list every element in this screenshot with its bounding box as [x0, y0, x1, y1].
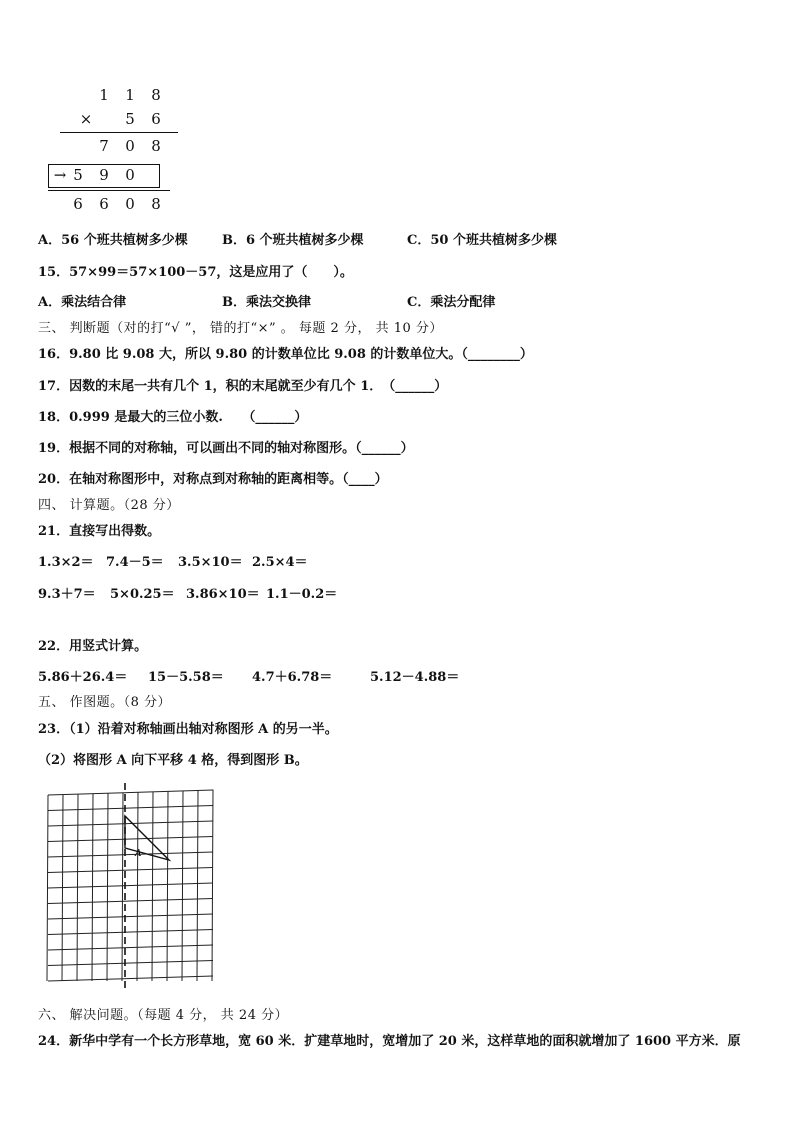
grid-lines [47, 790, 213, 982]
digit: 6 [151, 110, 161, 128]
q15-option-a[interactable]: A．乘法结合律 [38, 295, 127, 310]
grid-line [48, 930, 213, 935]
grid-line [167, 791, 168, 981]
q21-title: 21．直接写出得数。 [38, 524, 161, 539]
grid-line [48, 945, 213, 950]
grid-line [48, 837, 213, 842]
q16-text: 16．9.80 比 9.08 大，所以 9.80 的计数单位比 9.08 的计数单位大。（________） [38, 347, 533, 362]
grid-line [48, 868, 213, 873]
q15-text: 15．57×99＝57×100－57，这是应用了（ ）。 [38, 265, 353, 280]
q22-title: 22．用竖式计算。 [38, 639, 148, 654]
q21-item: 2.5×4＝ [252, 555, 308, 570]
digit: 5 [73, 166, 83, 184]
grid-line [197, 790, 198, 981]
q23-part2: （2）将图形 A 向下平移 4 格，得到图形 B。 [38, 753, 308, 768]
grid-line [48, 806, 213, 811]
q14-option-b[interactable]: B．6 个班共植树多少棵 [222, 233, 364, 248]
rule-line [60, 132, 178, 133]
q21-item: 5×0.25＝ [110, 587, 175, 602]
grid-line [137, 792, 138, 981]
grid-line [48, 899, 213, 904]
q20-text: 20．在轴对称图形中，对称点到对称轴的距离相等。（____） [38, 472, 388, 487]
grid-line [48, 976, 213, 981]
digit: 9 [99, 166, 109, 184]
q19-text: 19．根据不同的对称轴，可以画出不同的轴对称图形。（______） [38, 441, 414, 456]
q17-text: 17．因数的末尾一共有几个 1，积的末尾就至少有几个 1． （______） [38, 379, 448, 394]
q14-option-c[interactable]: C．50 个班共植树多少棵 [407, 233, 557, 248]
grid-line [48, 914, 213, 919]
digit: 0 [125, 195, 135, 213]
q22-item: 5.12－4.88＝ [370, 670, 460, 685]
arrow-icon: → [53, 166, 67, 184]
q21-item: 3.5×10＝ [178, 555, 243, 570]
digit: 8 [151, 137, 161, 155]
digit: 7 [99, 137, 109, 155]
digit: 8 [151, 195, 161, 213]
grid-line [182, 791, 183, 982]
digit: 0 [125, 166, 135, 184]
q15-option-b[interactable]: B．乘法交换律 [222, 295, 311, 310]
grid-figure [44, 783, 216, 989]
digit: 1 [99, 86, 109, 104]
digit: 8 [151, 86, 161, 104]
section-5-title: 五、 作图题。（8 分） [38, 695, 172, 710]
grid-line [47, 795, 48, 981]
q15-option-c[interactable]: C．乘法分配律 [407, 295, 496, 310]
digit: 6 [73, 195, 83, 213]
section-3-title: 三、 判断题（对的打“√ ”， 错的打“×” 。 每题 2 分， 共 10 分） [38, 321, 443, 336]
digit: 5 [125, 110, 135, 128]
digit: 1 [125, 86, 135, 104]
q21-item: 7.4－5＝ [106, 555, 164, 570]
grid-svg [44, 783, 216, 989]
times-sign: × [79, 110, 93, 128]
rule-line [48, 190, 170, 191]
grid-line [48, 790, 213, 795]
q22-item: 15－5.58＝ [148, 670, 224, 685]
shape-a-label: A [135, 849, 142, 859]
q24-text: 24．新华中学有一个长方形草地，宽 60 米．扩建草地时，宽增加了 20 米，这样草地的面积就增加了 1600 平方米．原 [38, 1034, 741, 1049]
grid-line [48, 852, 213, 857]
grid-line [92, 794, 93, 982]
grid-line [212, 790, 213, 982]
q22-item: 4.7＋6.78＝ [252, 670, 333, 685]
grid-line [48, 883, 213, 888]
vertical-multiplication [48, 80, 178, 220]
section-6-title: 六、 解决问题。（每题 4 分， 共 24 分） [38, 1008, 289, 1023]
q21-item: 1.3×2＝ [38, 555, 94, 570]
digit: 0 [125, 137, 135, 155]
grid-line [107, 793, 108, 981]
q14-option-a[interactable]: A．56 个班共植树多少棵 [38, 233, 188, 248]
q21-item: 3.86×10＝ [186, 587, 260, 602]
q18-text: 18．0.999 是最大的三位小数. （______） [38, 410, 308, 425]
section-4-title: 四、 计算题。（28 分） [38, 498, 180, 513]
q22-item: 5.86＋26.4＝ [38, 670, 128, 685]
q21-item: 1.1－0.2＝ [266, 587, 338, 602]
grid-line [122, 793, 123, 982]
digit: 6 [99, 195, 109, 213]
grid-line [152, 792, 153, 982]
q21-item: 9.3＋7＝ [38, 587, 96, 602]
q23-part1: 23．（1）沿着对称轴画出轴对称图形 A 的另一半。 [38, 722, 338, 737]
grid-line [48, 961, 213, 966]
